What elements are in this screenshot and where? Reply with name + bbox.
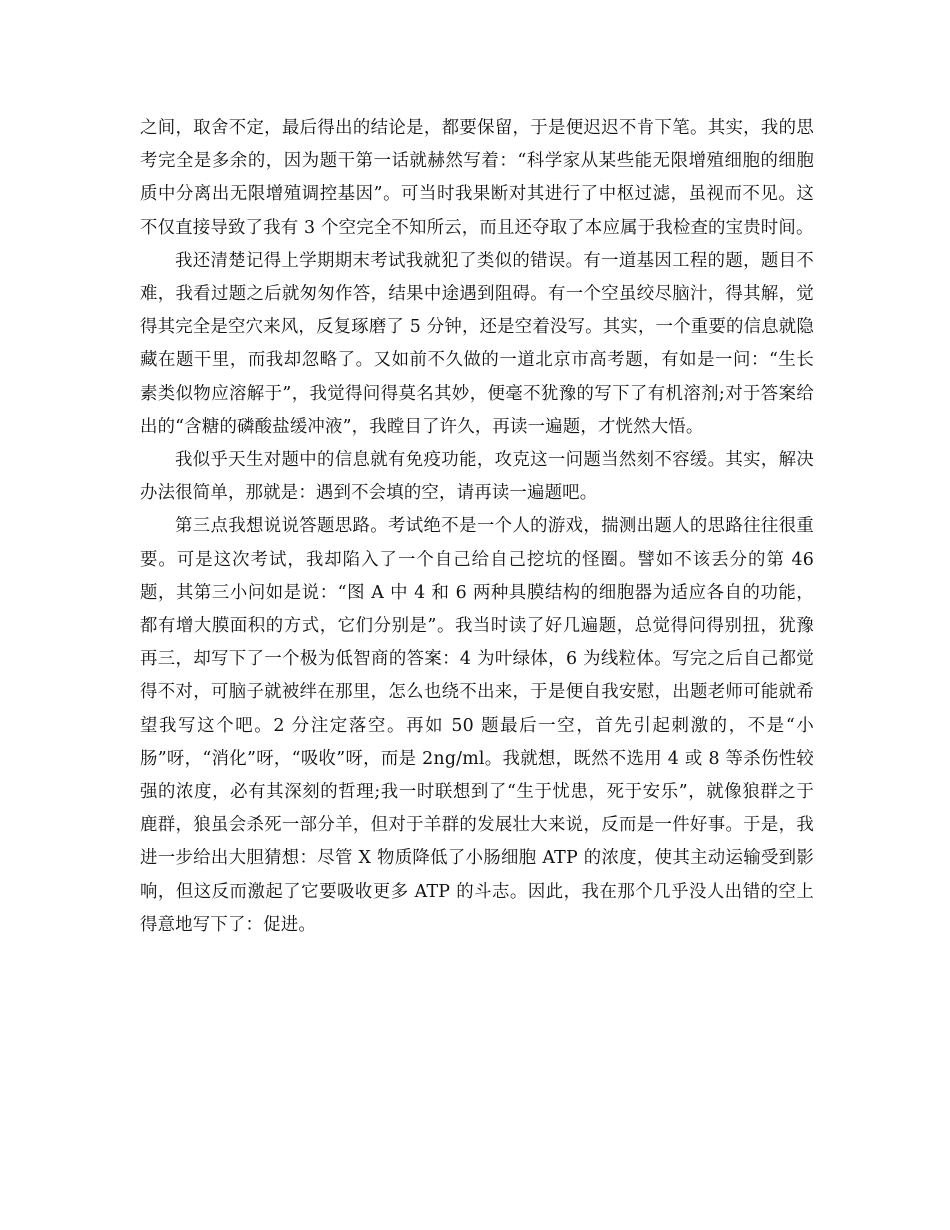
paragraph-2: 我还清楚记得上学期期末考试我就犯了类似的错误。有一道基因工程的题，题目不难，我看过题之后就匆匆作答，结果中途遇到阻碍。有一个空虽绞尽脑汁，得其解，觉得其完全是空穴来风，反复琢磨了 5 分钟，还是空着没写。其实，一个重要的信息就隐藏在题干里，而我却忽略了。又如前不久做的一道北京市高考题，有如是一问：“生长素类似物应溶解于”，我觉得问得莫名其妙，便毫不犹豫的写下了有机溶剂;对于答案给出的“含糖的磷酸盐缓冲液”，我瞠目了许久，再读一遍题，才恍然大悟。 — [140, 250, 814, 437]
paragraph-4: 第三点我想说说答题思路。考试绝不是一个人的游戏，揣测出题人的思路往往很重要。可是这次考试，我却陷入了一个自己给自己挖坑的怪圈。譬如不该丢分的第 46 题，其第三小问如是说：“图 A 中 4 和 6 两种具膜结构的细胞器为适应各自的功能，都有增大膜面积的方式，它们分别是”。我当时读了好几遍题，总觉得问得别扭，犹豫再三，却写下了一个极为低智商的答案：4 为叶绿体，6 为线粒体。写完之后自己都觉得不对，可脑子就被绊在那里，怎么也绕不出来，于是便自我安慰，出题老师可能就希望我写这个吧。2 分注定落空。再如 50 题最后一空，首先引起刺激的，不是“小肠”呀，“消化”呀，“吸收”呀，而是 2ng/ml。我就想，既然不选用 4 或 8 等杀伤性较强的浓度，必有其深刻的哲理;我一时联想到了“生于忧患，死于安乐”，就像狼群之于鹿群，狼虽会杀死一部分羊，但对于羊群的发展壮大来说，反而是一件好事。于是，我进一步给出大胆猜想：尽管 X 物质降低了小肠细胞 ATP 的浓度，使其主动运输受到影响，但这反而激起了它要吸收更多 ATP 的斗志。因此，我在那个几乎没人出错的空上得意地写下了：促进。 — [140, 516, 814, 935]
paragraph-3: 我似乎天生对题中的信息就有免疫功能，攻克这一问题当然刻不容缓。其实，解决办法很简单，那就是：遇到不会填的空，请再读一遍题吧。 — [140, 450, 814, 504]
document-page — [140, 112, 814, 942]
paragraph-1: 之间，取舍不定，最后得出的结论是，都要保留，于是便迟迟不肯下笔。其实，我的思考完全是多余的，因为题干第一话就赫然写着：“科学家从某些能无限增殖细胞的细胞质中分离出无限增殖调控基因”。可当时我果断对其进行了中枢过滤，虽视而不见。这不仅直接导致了我有 3 个空完全不知所云，而且还夺取了本应属于我检查的宝贵时间。 — [140, 118, 814, 238]
